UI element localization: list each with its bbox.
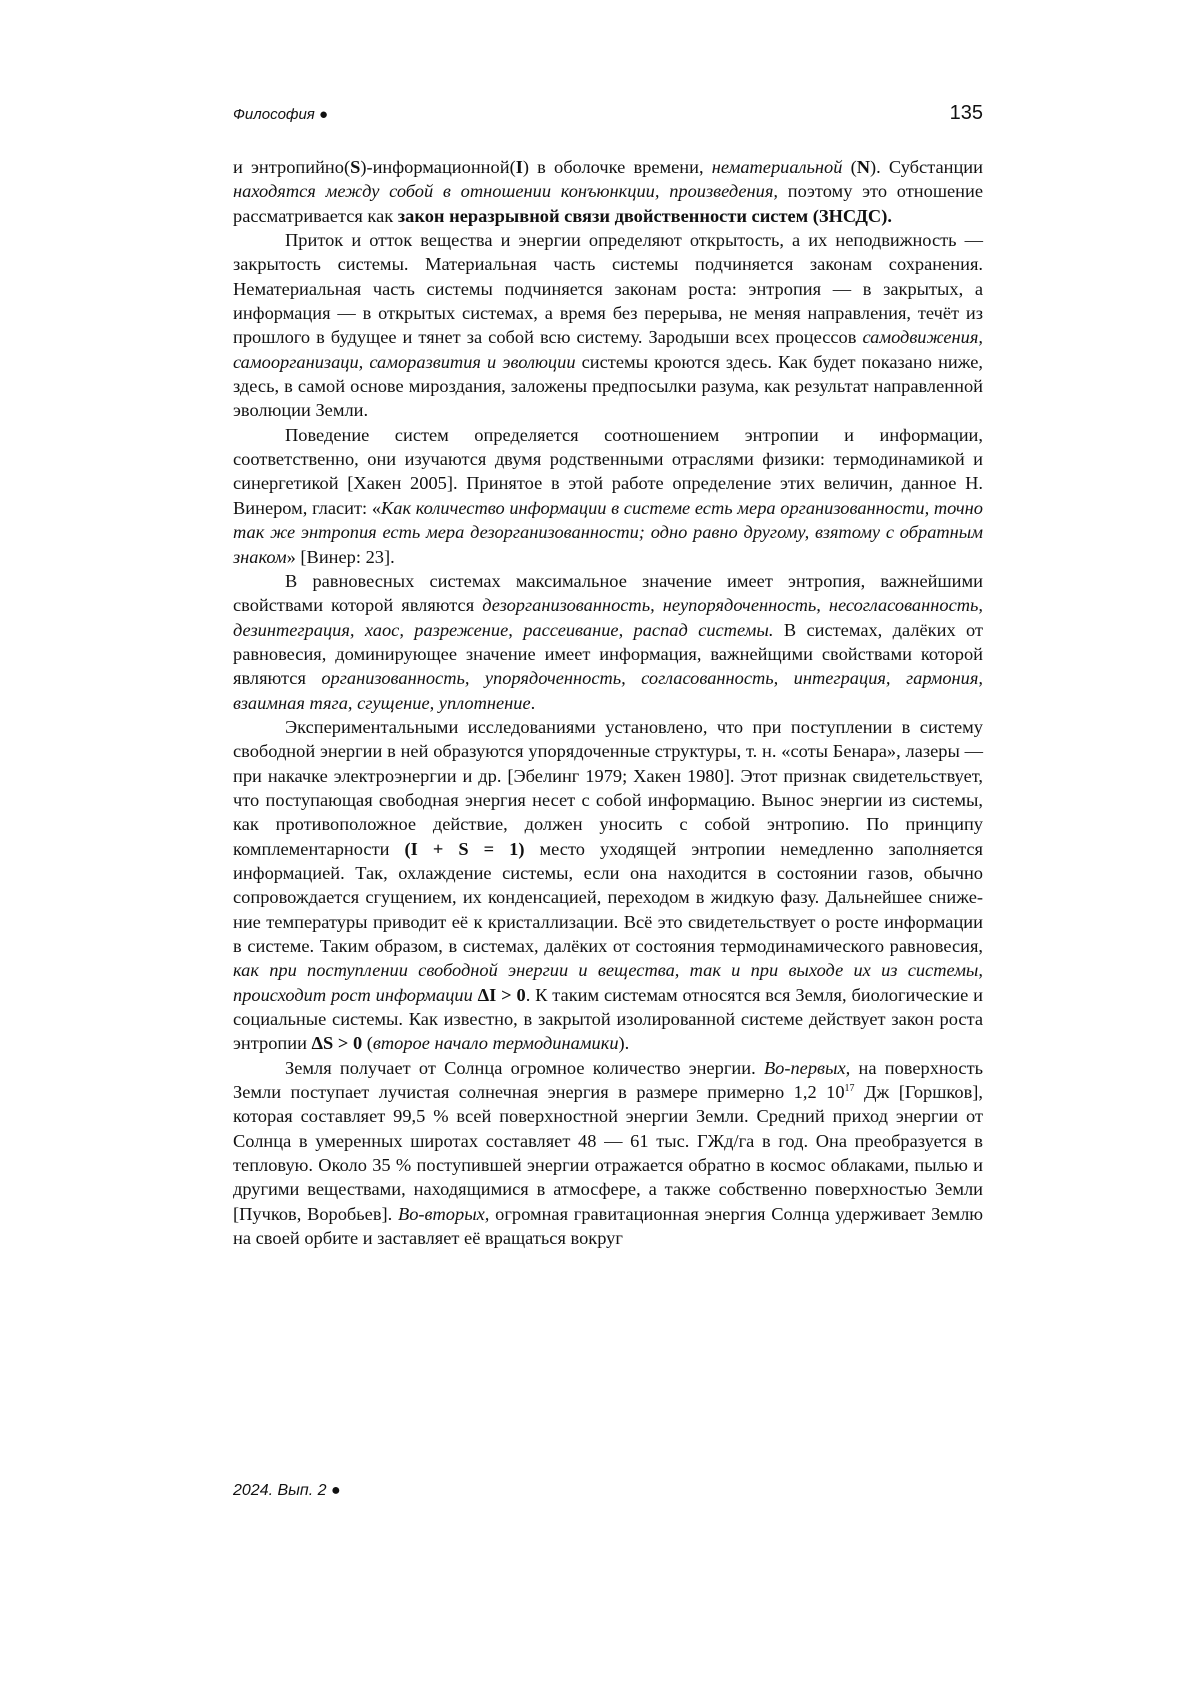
italic-text: находятся между собой в отношении конъюнкции, произведения,: [233, 181, 778, 201]
text-run: системы кроются здесь. Как будет по­казано ниже, здесь, в самой основе мироздания, заложены предпосылки ра­зума, как результат направленной эволюции Земли.: [233, 352, 983, 421]
text-run: огромная гравитационная энергия Солнца удерживает Землю на своей орбите и заставляет её вращаться вокруг: [233, 1204, 983, 1248]
bold-text: ΔI > 0: [478, 985, 526, 1005]
bold-text: закон неразрыв­ной связи двойственности систем (ЗНСДС).: [398, 206, 892, 226]
bold-text: N: [857, 157, 870, 177]
text-run: место уходящей энтропии немедленно заполняется информацией. Так, охлаждение системы, если она находится в состоянии газов, обычно сопровожда­ется сгущением, их конденсацией, переходом в жидкую фазу. Дальнейшее сниже­ние температуры приводит её к кристаллизации. Всё это свидетельствует о росте информации в системе. Таким образом, в системах, далёких от состояния термо­динамического равновесия,: [233, 839, 983, 956]
paragraph: [233, 423, 983, 569]
bold-text: S: [350, 157, 360, 177]
text-run: В системах, далёких от равновесия, доминирующее значение имеет информация, важнейщими свойствами которой являются: [233, 620, 983, 689]
paragraph: [233, 715, 983, 1056]
text-run: поэтому это отношение рассматривается как: [233, 181, 983, 225]
running-head: [233, 102, 983, 132]
italic-text: Во-первых,: [764, 1058, 850, 1078]
text-run: » [Винер: 23].: [287, 547, 395, 567]
text-run: ). Субстанции: [870, 157, 983, 177]
running-foot: 2024. Вып. 2 ●: [233, 1482, 341, 1500]
italic-text: как при поступлении свободной энергии и вещества, так и при выходе их из системы, происходит рост информации: [233, 960, 983, 1004]
paragraph: [233, 155, 983, 228]
bold-text: (I + S = 1): [405, 839, 525, 859]
text-run: Экспериментальными исследованиями установлено, что при поступлении в систему свободной энергии в ней образуются упорядоченные структуры, т. н. «соты Бенара», лазеры — при накачке электроэнергии и др. [Эбелинг 1979; Хакен 1980]. Этот признак свидетельствует, что поступающая свободная энергия несет с собой информацию. Вынос энергии из системы, как противоположное действие, должен уносить с собой энтропию. По принципу комплементарности: [233, 717, 983, 859]
text-run: Приток и отток вещества и энергии определяют открытость, а их непо­движность — закрытость системы. Материальная часть системы подчиняется законам сохранения. Нематериальная часть системы подчиняется законам ро­ста: энтропия — в закрытых, а информация — в открытых системах, а время без перерыва, не меняя направления, течёт из прошлого в будущее и тянет за собой всю систему. Зародыши всех процессов: [233, 230, 983, 347]
bold-text: I: [516, 157, 523, 177]
paragraph: [233, 1056, 983, 1251]
paragraph: [233, 569, 983, 715]
text-run: )-информационной(: [360, 157, 515, 177]
text-run: и энтропийно(: [233, 157, 350, 177]
text-run: . К таким системам относятся вся Земля, биологические и социальные системы. Как из­вестно, в закрытой изолированной системе действует закон роста энтропии: [233, 985, 983, 1054]
text-run: (: [842, 157, 856, 177]
text-run: Земля получает от Солнца огромное количество энергии.: [285, 1058, 764, 1078]
italic-text: нематериаль­ной: [712, 157, 843, 177]
text-run: Дж [Горшков], которая составляет 99,5 % всей поверхностной энергии Земли. Средний приход энергии от Солнца в умеренных широтах составляет 48 — 61 тыс. ГЖд/га в год. Она преобразуется в тепловую. Около 35 % посту­пившей энергии отражается обратно в космос облаками, пылью и другими веществами, находящимися в атмосфере, а также собственно поверхностью Земли [Пучков, Воробьев].: [233, 1082, 983, 1224]
superscript: 17: [845, 1083, 855, 1094]
page-number: 135: [950, 102, 983, 125]
italic-text: второе начало термодинамики: [373, 1033, 619, 1053]
text-run: ).: [619, 1033, 630, 1053]
italic-text: Как количество информации в системе есть мера организованности, точно так же энтропия есть мера дезорганизо­ванности; одно равно другому, взятому с обратным знаком: [233, 498, 983, 567]
text-run: ) в оболочке времени,: [523, 157, 712, 177]
text-run: .: [531, 693, 536, 713]
bold-text: ΔS > 0: [312, 1033, 363, 1053]
text-run: Поведение систем определяется соотношением энтропии и информации, соответственно, они изучаются двумя родственными отраслями физики: термоди­намикой и синергетикой [Хакен 2005]. Принятое в этой работе определение этих величин, данное Н. Винером, гласит: «: [233, 425, 983, 518]
italic-text: дезорганизованность, неупорядо­ченность, несогласованность, дезинтеграция, хаос, разрежение, рассеивание, распад системы.: [233, 595, 983, 639]
italic-text: Во-вторых,: [398, 1204, 489, 1224]
italic-text: самодвижения, само­организаци, саморазвития и эволюции: [233, 327, 983, 371]
text-run: В равновесных системах максимальное значение имеет энтропия, важнейшими свойствами которой являются: [233, 571, 983, 615]
italic-text: организован­ность, упорядоченность, согласованность, интеграция, гармония, взаимная тяга, сгущение, уплотнение: [233, 668, 983, 712]
journal-title: Философия ●: [233, 106, 328, 123]
article-body: [233, 155, 983, 1250]
journal-page: [0, 0, 1200, 1697]
text-run: на поверхность Земли поступает лучистая солнечная энергия в размере примерно 1,2 10: [233, 1058, 983, 1102]
paragraph: [233, 228, 983, 423]
text-run: (: [362, 1033, 373, 1053]
